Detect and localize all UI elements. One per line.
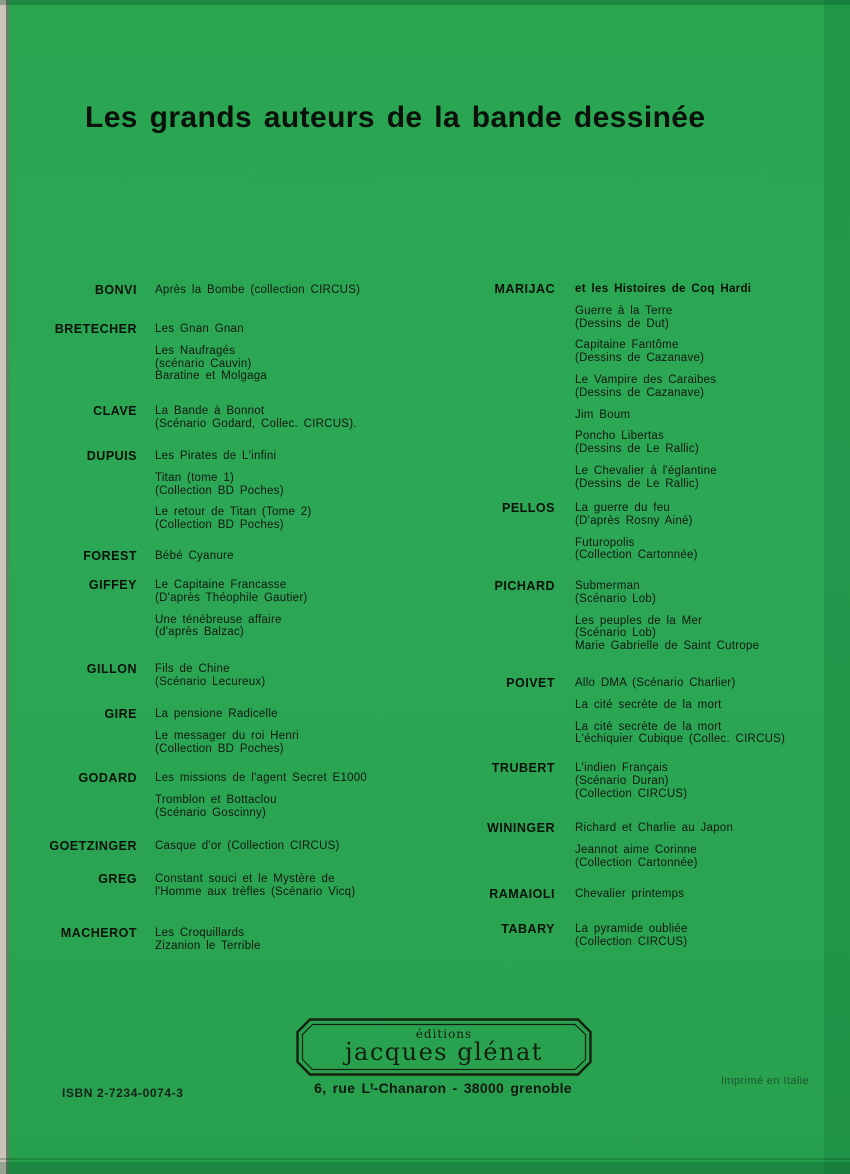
- work-item: [575, 923, 830, 949]
- work-line: Poncho Libertas: [575, 430, 665, 443]
- work-line: (Scénario Goscinny): [155, 806, 267, 819]
- work-line: Bébé Cyanure: [155, 550, 234, 562]
- work-line: Le messager du roi Henri: [155, 729, 299, 742]
- author-entry: [32, 579, 460, 639]
- scan-edge-left-line: [6, 0, 9, 1174]
- author-entry: [32, 450, 460, 532]
- works-list: [575, 502, 830, 562]
- work-line: (D'après Rosny Ainé): [575, 514, 693, 527]
- work-line: Le Capitaine Francasse: [155, 579, 287, 591]
- work-item: [155, 730, 460, 756]
- work-line: Les Naufragés: [155, 344, 236, 357]
- work-line: Le Vampire des Caraibes: [575, 373, 717, 386]
- work-line: Casque d'or (Collection CIRCUS): [155, 840, 340, 852]
- publisher-address: 6, rue Lᵗ-Chanaron - 38000 grenoble: [314, 1080, 572, 1096]
- works-list: [575, 283, 830, 491]
- page-title: Les grands auteurs de la bande dessinée: [85, 101, 706, 134]
- work-item: [155, 345, 460, 383]
- work-item: [155, 840, 460, 853]
- author-name: POIVET: [506, 676, 555, 690]
- work-line: (Dessins de Cazanave): [575, 352, 705, 365]
- author-entry: [440, 283, 830, 491]
- author-name: RAMAIOLI: [489, 887, 555, 901]
- work-line: Les Croquillards: [155, 927, 245, 939]
- work-line: Capitaine Fantôme: [575, 339, 679, 352]
- author-name: PELLOS: [501, 501, 555, 515]
- work-item: [155, 579, 460, 605]
- work-item: [575, 699, 830, 712]
- work-line: Une ténébreuse affaire: [155, 613, 282, 626]
- work-line: Les peuples de la Mer: [575, 614, 703, 627]
- work-line: La Bande à Bonnot: [155, 405, 265, 417]
- author-entry: [32, 405, 460, 431]
- work-item: [155, 450, 460, 463]
- work-line: (Dessins de Le Rallic): [575, 443, 699, 456]
- works-list: [155, 873, 460, 899]
- work-item: [575, 465, 830, 491]
- author-name: WININGER: [487, 821, 555, 835]
- printed-in-note: Imprimé en Italie: [720, 1075, 810, 1087]
- author-entry: [440, 822, 830, 869]
- work-line: Zizanion le Terrible: [155, 939, 261, 952]
- author-name: GODARD: [78, 771, 137, 785]
- work-line: et les Histoires de Coq Hardi: [575, 283, 752, 295]
- publisher-logo: [296, 1018, 592, 1076]
- work-item: [575, 430, 830, 456]
- work-item: [155, 405, 460, 431]
- work-item: [575, 409, 830, 422]
- work-item: [155, 663, 460, 689]
- author-entry: [440, 923, 830, 949]
- works-list: [155, 450, 460, 532]
- work-line: Les Gnan Gnan: [155, 323, 244, 335]
- work-line: (Scénario Lecureux): [155, 675, 266, 688]
- work-line: La cité secrète de la mort: [575, 720, 722, 733]
- work-line: Allo DMA (Scénario Charlier): [575, 677, 736, 689]
- works-list: [155, 550, 460, 563]
- work-item: [575, 721, 830, 747]
- work-line: (Collection BD Poches): [155, 742, 284, 755]
- work-line: (Collection BD Poches): [155, 484, 284, 497]
- works-headline: [575, 283, 830, 296]
- author-entry: [440, 888, 830, 901]
- author-name: BRETECHER: [54, 322, 137, 336]
- scan-edge-top: [0, 0, 850, 5]
- work-line: l'Homme aux trèfles (Scénario Vicq): [155, 885, 356, 898]
- work-item: [155, 323, 460, 336]
- work-line: La pyramide oubliée: [575, 923, 688, 935]
- work-item: [575, 888, 830, 901]
- author-entry: [440, 502, 830, 562]
- author-name: MARIJAC: [494, 282, 555, 296]
- work-line: (Dessins de Le Rallic): [575, 477, 699, 490]
- work-item: [155, 873, 460, 899]
- work-line: Baratine et Molgaga: [155, 370, 268, 383]
- author-name: GILLON: [86, 662, 137, 676]
- work-line: Les Pirates de L'infini: [155, 450, 277, 462]
- author-name: MACHEROT: [60, 926, 137, 940]
- author-name: GIRE: [104, 707, 137, 721]
- work-line: Jeannot aime Corinne: [575, 843, 697, 856]
- publisher-label: éditions: [415, 1027, 473, 1041]
- work-item: [575, 822, 830, 835]
- work-item: [155, 614, 460, 640]
- work-item: [575, 762, 830, 800]
- work-line: La guerre du feu: [575, 502, 670, 514]
- work-line: (Scénario Lob): [575, 592, 657, 605]
- work-line: Chevalier printemps: [575, 888, 685, 900]
- author-name: GOETZINGER: [49, 839, 137, 853]
- work-item: [575, 305, 830, 331]
- work-line: (Scénario Godard, Collec. CIRCUS).: [155, 417, 357, 430]
- work-line: Tromblon et Bottaclou: [155, 793, 277, 806]
- work-line: (Collection Cartonnée): [575, 549, 698, 562]
- isbn-number: ISBN 2-7234-0074-3: [62, 1086, 184, 1100]
- works-list: [155, 284, 460, 297]
- work-item: [575, 580, 830, 606]
- work-line: Submerman: [575, 580, 640, 592]
- works-list: [575, 677, 830, 746]
- work-line: L'indien Français: [575, 762, 669, 774]
- scan-edge-bottom: [0, 1162, 850, 1174]
- work-line: (Collection CIRCUS): [575, 935, 688, 948]
- author-entry: [32, 708, 460, 755]
- author-entry: [440, 762, 830, 800]
- work-item: [155, 708, 460, 721]
- work-line: (Collection CIRCUS): [575, 787, 688, 800]
- works-list: [155, 405, 460, 431]
- work-item: [155, 284, 460, 297]
- work-item: [155, 772, 460, 785]
- work-line: (Collection Cartonnée): [575, 856, 698, 869]
- publisher-name: jacques glénat: [345, 1038, 543, 1066]
- author-entry: [440, 677, 830, 746]
- author-entry: [32, 840, 460, 853]
- work-line: (Dessins de Cazanave): [575, 386, 705, 399]
- work-item: [155, 794, 460, 820]
- work-item: [575, 537, 830, 563]
- work-item: [575, 339, 830, 365]
- author-entry: [32, 873, 460, 899]
- author-entry: [32, 284, 460, 297]
- work-line: Le Chevalier à l'églantine: [575, 464, 717, 477]
- work-item: [575, 615, 830, 653]
- work-item: [575, 502, 830, 528]
- author-name: TRUBERT: [491, 761, 555, 775]
- author-entry: [32, 323, 460, 383]
- author-name: FOREST: [83, 549, 137, 563]
- author-entry: [32, 772, 460, 819]
- author-name: TABARY: [501, 922, 555, 936]
- works-list: [575, 822, 830, 869]
- work-line: Futuropolis: [575, 536, 635, 549]
- work-item: [155, 550, 460, 563]
- work-item: [575, 374, 830, 400]
- work-line: (Dessins de Dut): [575, 317, 670, 330]
- work-line: Fils de Chine: [155, 663, 230, 675]
- work-line: Le retour de Titan (Tome 2): [155, 506, 312, 519]
- works-list: [575, 888, 830, 901]
- author-name: GIFFEY: [88, 578, 137, 592]
- work-line: Guerre à la Terre: [575, 304, 673, 317]
- work-line: Richard et Charlie au Japon: [575, 822, 734, 834]
- works-list: [155, 840, 460, 853]
- works-list: [155, 663, 460, 689]
- works-list: [155, 927, 460, 953]
- works-list: [575, 580, 830, 653]
- work-item: [575, 844, 830, 870]
- scan-edge-bottom-line: [0, 1158, 850, 1160]
- work-line: (Scénario Lob): [575, 627, 657, 640]
- work-line: (Scénario Duran): [575, 774, 669, 787]
- work-item: [155, 472, 460, 498]
- work-line: Marie Gabrielle de Saint Cutrope: [575, 640, 760, 653]
- work-item: [155, 506, 460, 532]
- author-name: GREG: [98, 872, 137, 886]
- author-name: BONVI: [94, 283, 137, 297]
- work-line: Jim Boum: [575, 408, 631, 421]
- work-line: Après la Bombe (collection CIRCUS): [155, 284, 361, 296]
- author-entry: [32, 927, 460, 953]
- work-line: L'échiquier Cubique (Collec. CIRCUS): [575, 733, 786, 746]
- work-item: [575, 677, 830, 690]
- work-line: (D'après Théophile Gautier): [155, 591, 308, 604]
- author-name: CLAVE: [93, 404, 137, 418]
- works-list: [575, 762, 830, 800]
- work-item: [155, 927, 460, 953]
- author-name: DUPUIS: [86, 449, 137, 463]
- works-list: [155, 579, 460, 639]
- author-entry: [440, 580, 830, 653]
- works-list: [155, 708, 460, 755]
- work-line: Titan (tome 1): [155, 471, 235, 484]
- work-line: (scénario Cauvin): [155, 357, 252, 370]
- work-line: Les missions de l'agent Secret E1000: [155, 772, 368, 784]
- author-entry: [32, 550, 460, 563]
- work-line: La cité secrète de la mort: [575, 698, 722, 711]
- works-list: [575, 923, 830, 949]
- works-list: [155, 772, 460, 819]
- works-list: [155, 323, 460, 383]
- work-line: (d'après Balzac): [155, 626, 244, 639]
- work-line: Constant souci et le Mystère de: [155, 873, 335, 885]
- work-line: La pensione Radicelle: [155, 708, 278, 720]
- work-line: (Collection BD Poches): [155, 519, 284, 532]
- author-entry: [32, 663, 460, 689]
- author-name: PICHARD: [494, 579, 555, 593]
